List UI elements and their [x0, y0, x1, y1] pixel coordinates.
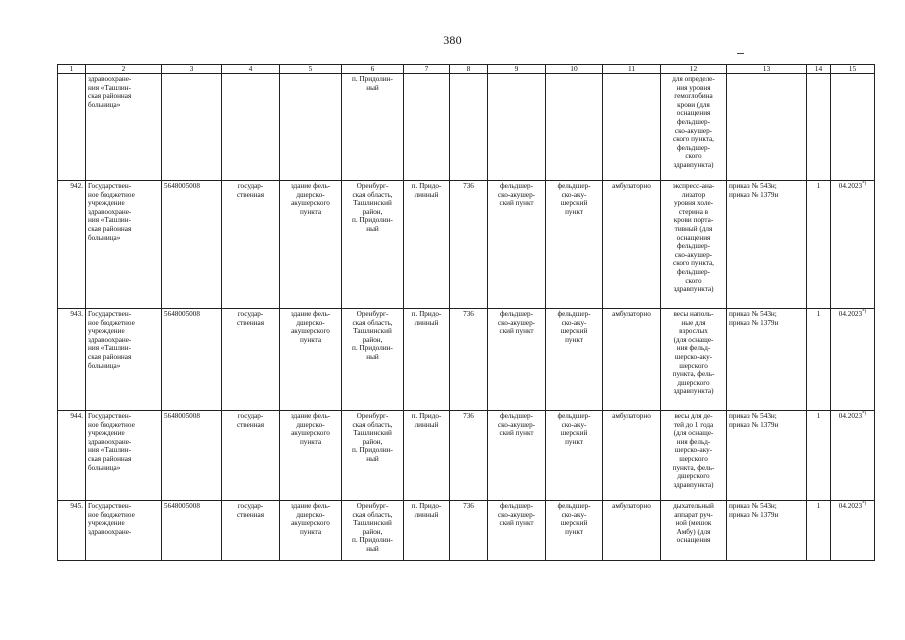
quantity: 1 — [807, 501, 831, 561]
settlement: п. Придо- линный — [404, 181, 450, 309]
population: 736 — [450, 181, 488, 309]
row-number: 945. — [58, 501, 86, 561]
institution-name: здравоохране- ния «Ташлин- ская районная больница» — [86, 74, 162, 181]
deadline: 04.2023*) — [831, 501, 875, 561]
column-number: 5 — [280, 65, 342, 74]
inn: 5648005008 — [162, 501, 222, 561]
equipment: для определе- ния уровня гемоглобина крови (для оснащения фельдшер- ско-акушер- ского пункта, фельдшер- ского здравпункта) — [661, 74, 727, 181]
quantity: 1 — [807, 309, 831, 411]
facility-type: фельдшер- ско-акушер- ский пункт — [488, 501, 546, 561]
column-number: 10 — [546, 65, 603, 74]
care-condition — [603, 74, 661, 181]
inn — [162, 74, 222, 181]
row-number: 942. — [58, 181, 86, 309]
column-number: 3 — [162, 65, 222, 74]
row-number: 943. — [58, 309, 86, 411]
care-condition: амбулаторно — [603, 309, 661, 411]
settlement: п. Придо- линный — [404, 411, 450, 501]
margin-mark — [737, 53, 744, 54]
department — [546, 74, 603, 181]
ownership: государ- ственная — [222, 181, 280, 309]
column-number: 1 — [58, 65, 86, 74]
settlement: п. Придо- линный — [404, 309, 450, 411]
address: Оренбург- ская область, Ташлинский район, п. Придолин- ный — [342, 309, 404, 411]
table-row — [58, 501, 875, 561]
population: 736 — [450, 309, 488, 411]
column-number-row — [58, 65, 875, 74]
department: фельдшер- ско-аку- шерский пункт — [546, 411, 603, 501]
regulation: приказ № 543н; приказ № 1379н — [727, 411, 807, 501]
ownership: государ- ственная — [222, 309, 280, 411]
address: п. Придолин- ный — [342, 74, 404, 181]
row-number: 944. — [58, 411, 86, 501]
ownership: государ- ственная — [222, 501, 280, 561]
department: фельдшер- ско-аку- шерский пункт — [546, 309, 603, 411]
inn: 5648005008 — [162, 411, 222, 501]
facility-type: фельдшер- ско-акушер- ский пункт — [488, 181, 546, 309]
institution-name: Государствен- ное бюджетное учреждение здравоохране- ния «Ташлин- ская районная больница» — [86, 411, 162, 501]
table-row — [58, 411, 875, 501]
population: 736 — [450, 501, 488, 561]
address: Оренбург- ская область, Ташлинский район, п. Придолин- ный — [342, 501, 404, 561]
care-condition: амбулаторно — [603, 411, 661, 501]
deadline — [831, 74, 875, 181]
deadline: 04.2023*) — [831, 309, 875, 411]
registry-table — [57, 64, 875, 561]
inn: 5648005008 — [162, 181, 222, 309]
regulation: приказ № 543н; приказ № 1379н — [727, 181, 807, 309]
quantity: 1 — [807, 181, 831, 309]
population — [450, 74, 488, 181]
equipment: экспресс-ана- лизатор уровня холе- стерина в крови порта- тивный (для оснащения фельдшер- ско-акушер- ского пункта, фельдшер- ского здравпункта) — [661, 181, 727, 309]
building: здание фель- дшерско- акушерского пункта — [280, 181, 342, 309]
quantity — [807, 74, 831, 181]
equipment: весы для де- тей до 1 года (для оснаще- ния фельд- шерско-аку- шерского пункта, фель- дшерского здравпункта) — [661, 411, 727, 501]
building: здание фель- дшерско- акушерского пункта — [280, 501, 342, 561]
institution-name: Государствен- ное бюджетное учреждение здравоохране- ния «Ташлин- ская районная больница» — [86, 309, 162, 411]
column-number: 12 — [661, 65, 727, 74]
building: здание фель- дшерско- акушерского пункта — [280, 309, 342, 411]
row-number — [58, 74, 86, 181]
table-row — [58, 74, 875, 181]
column-number: 6 — [342, 65, 404, 74]
building — [280, 74, 342, 181]
deadline: 04.2023*) — [831, 411, 875, 501]
ownership: государ- ственная — [222, 411, 280, 501]
department: фельдшер- ско-аку- шерский пункт — [546, 501, 603, 561]
table-row — [58, 309, 875, 411]
regulation: приказ № 543н; приказ № 1379н — [727, 501, 807, 561]
equipment: дыхательный аппарат руч- ной (мешок Амбу) (для оснащения — [661, 501, 727, 561]
equipment: весы наполь- ные для взрослых (для оснаще- ния фельд- шерско-аку- шерского пункта, фель- дшерского здравпункта) — [661, 309, 727, 411]
column-number: 15 — [831, 65, 875, 74]
address: Оренбург- ская область, Ташлинский район, п. Придолин- ный — [342, 181, 404, 309]
facility-type: фельдшер- ско-акушер- ский пункт — [488, 309, 546, 411]
care-condition: амбулаторно — [603, 501, 661, 561]
column-number: 14 — [807, 65, 831, 74]
table-row — [58, 181, 875, 309]
facility-type: фельдшер- ско-акушер- ский пункт — [488, 411, 546, 501]
column-number: 11 — [603, 65, 661, 74]
column-number: 9 — [488, 65, 546, 74]
population: 736 — [450, 411, 488, 501]
column-number: 4 — [222, 65, 280, 74]
institution-name: Государствен- ное бюджетное учреждение здравоохране- — [86, 501, 162, 561]
care-condition: амбулаторно — [603, 181, 661, 309]
regulation — [727, 74, 807, 181]
regulation: приказ № 543н; приказ № 1379н — [727, 309, 807, 411]
column-number: 8 — [450, 65, 488, 74]
quantity: 1 — [807, 411, 831, 501]
inn: 5648005008 — [162, 309, 222, 411]
settlement — [404, 74, 450, 181]
page-number: 380 — [443, 33, 462, 47]
address: Оренбург- ская область, Ташлинский район, п. Придолин- ный — [342, 411, 404, 501]
column-number: 2 — [86, 65, 162, 74]
institution-name: Государствен- ное бюджетное учреждение здравоохране- ния «Ташлин- ская районная больница» — [86, 181, 162, 309]
column-number: 7 — [404, 65, 450, 74]
ownership — [222, 74, 280, 181]
deadline: 04.2023*) — [831, 181, 875, 309]
facility-type — [488, 74, 546, 181]
settlement: п. Придо- линный — [404, 501, 450, 561]
department: фельдшер- ско-аку- шерский пункт — [546, 181, 603, 309]
column-number: 13 — [727, 65, 807, 74]
building: здание фель- дшерско- акушерского пункта — [280, 411, 342, 501]
